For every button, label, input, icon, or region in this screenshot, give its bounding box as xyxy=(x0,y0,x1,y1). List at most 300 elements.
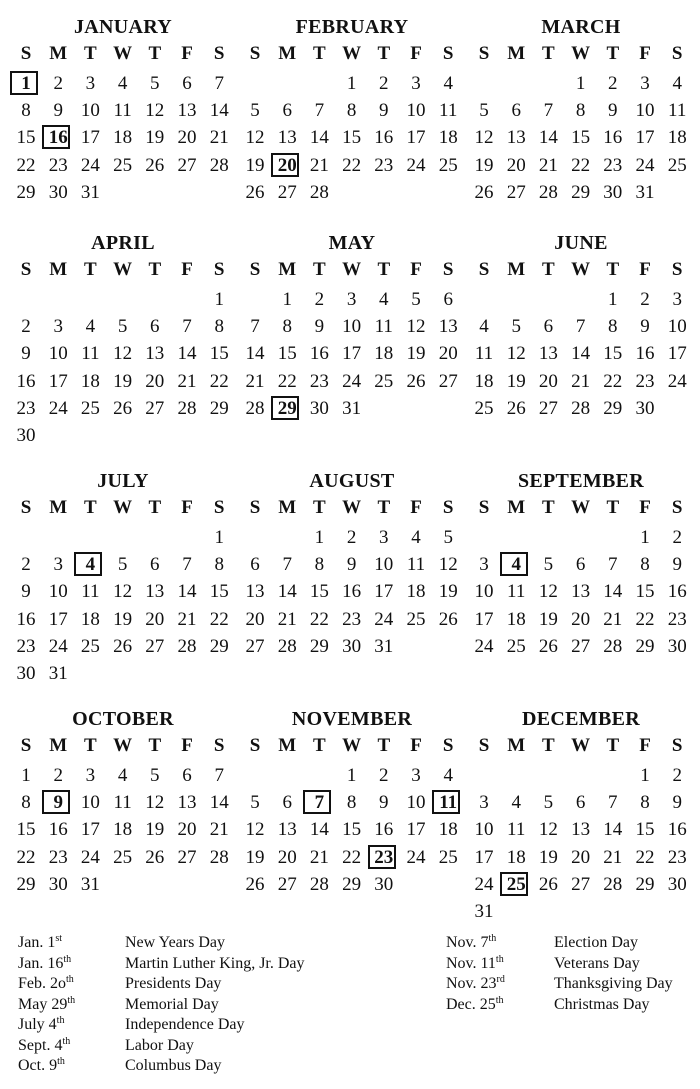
day-cell: 14 xyxy=(603,819,623,841)
month-september xyxy=(468,469,694,699)
day-cell: 16 xyxy=(635,343,655,365)
day-cell: 24 xyxy=(48,635,68,657)
day-cell: 9 xyxy=(346,554,357,576)
day-cell: 8 xyxy=(21,792,31,814)
weekday-header: S xyxy=(442,497,454,518)
weekday-header: S xyxy=(249,497,261,518)
month-title: JANUARY xyxy=(73,16,173,38)
holiday-name: Christmas Day xyxy=(554,995,650,1013)
day-cell: 15 xyxy=(277,343,297,365)
day-cell: 16 xyxy=(667,819,687,841)
holiday-date-text: Oct. 9 xyxy=(18,1057,58,1074)
holiday-date-ordinal: st xyxy=(55,933,62,944)
weekday-header: F xyxy=(639,259,651,280)
day-cell: 19 xyxy=(145,819,165,841)
holiday-name: Veterans Day xyxy=(554,954,640,972)
day-cell: 5 xyxy=(150,73,160,94)
month-title: MARCH xyxy=(541,16,621,38)
day-cell: 30 xyxy=(603,181,623,203)
holiday-day-cell: 16 xyxy=(42,126,74,150)
day-cell: 13 xyxy=(177,100,197,122)
weekday-header: F xyxy=(410,735,422,756)
day-cell: 20 xyxy=(245,608,265,630)
day-cell: 13 xyxy=(538,343,558,365)
day-cell: 23 xyxy=(667,608,687,630)
day-cell: 24 xyxy=(48,397,68,419)
day-cell: 21 xyxy=(309,846,329,868)
day-cell: 23 xyxy=(667,846,687,868)
day-cell: 1 xyxy=(346,765,357,786)
month-title: JUNE xyxy=(554,232,608,254)
day-cell: 20 xyxy=(145,608,165,630)
day-cell: 26 xyxy=(506,397,526,419)
weekday-header: T xyxy=(313,735,326,756)
weekday-header: F xyxy=(181,43,193,64)
day-cell: 8 xyxy=(214,316,224,338)
month-june xyxy=(468,231,694,461)
weekday-header: M xyxy=(278,43,297,64)
day-cell: 3 xyxy=(346,289,357,310)
holiday-day-cell: 20 xyxy=(271,154,303,178)
day-cell: 14 xyxy=(309,819,329,841)
day-cell: 20 xyxy=(571,608,591,630)
day-cell: 10 xyxy=(474,581,494,603)
day-cell: 21 xyxy=(571,370,591,392)
day-cell: 6 xyxy=(282,792,292,814)
holiday-day-cell: 1 xyxy=(10,72,42,96)
holiday-date-ordinal: th xyxy=(488,933,497,944)
day-cell: 19 xyxy=(538,608,558,630)
day-cell: 26 xyxy=(113,635,133,657)
day-cell: 16 xyxy=(374,127,394,149)
day-cell: 27 xyxy=(245,635,265,657)
day-cell: 19 xyxy=(506,370,526,392)
day-cell: 19 xyxy=(438,581,458,603)
month-title: AUGUST xyxy=(309,470,395,492)
day-cell: 7 xyxy=(250,316,260,338)
day-cell: 6 xyxy=(575,792,586,814)
day-cell: 5 xyxy=(411,289,421,310)
day-cell: 8 xyxy=(346,100,357,122)
weekday-header: S xyxy=(478,497,490,518)
day-cell: 10 xyxy=(80,100,100,122)
weekday-header: F xyxy=(181,259,193,280)
day-cell: 4 xyxy=(117,765,128,786)
day-cell: 5 xyxy=(543,792,554,814)
day-cell: 7 xyxy=(543,100,554,122)
day-cell: 13 xyxy=(571,819,591,841)
day-cell: 18 xyxy=(474,370,494,392)
day-cell: 28 xyxy=(309,181,329,203)
day-cell: 28 xyxy=(603,873,623,895)
holiday-date-ordinal: th xyxy=(57,1056,65,1067)
holiday-date xyxy=(18,1036,70,1057)
weekday-header: W xyxy=(113,43,133,64)
holiday-name: Presidents Day xyxy=(125,975,222,992)
holiday-legend-row xyxy=(446,974,700,994)
day-cell: 20 xyxy=(438,343,458,365)
weekday-header: W xyxy=(113,735,133,756)
day-cell: 8 xyxy=(575,100,586,122)
day-cell: 19 xyxy=(113,608,133,630)
day-cell: 19 xyxy=(145,127,165,149)
month-title: DECEMBER xyxy=(522,708,640,730)
day-cell: 29 xyxy=(209,397,229,419)
day-cell: 16 xyxy=(342,581,362,603)
day-cell: 27 xyxy=(277,873,297,895)
holiday-day-cell: 7 xyxy=(303,791,335,815)
weekday-header: W xyxy=(571,497,591,518)
day-cell: 20 xyxy=(177,127,197,149)
weekday-header: S xyxy=(213,259,225,280)
weekday-header: S xyxy=(442,735,454,756)
day-cell: 6 xyxy=(575,554,586,576)
month-title: NOVEMBER xyxy=(291,708,413,730)
day-cell: 2 xyxy=(640,289,650,310)
holiday-legend-row xyxy=(18,995,278,1015)
day-cell: 1 xyxy=(346,73,357,94)
day-cell: 17 xyxy=(80,127,100,149)
month-february xyxy=(239,15,465,245)
month-may xyxy=(239,231,465,461)
day-cell: 26 xyxy=(538,873,558,895)
day-cell: 3 xyxy=(640,73,650,94)
day-cell: 10 xyxy=(80,792,100,814)
day-cell: 5 xyxy=(117,316,128,338)
day-cell: 19 xyxy=(113,370,133,392)
day-cell: 6 xyxy=(182,73,192,94)
holiday-day-cell: 11 xyxy=(432,791,464,815)
day-cell: 27 xyxy=(506,181,526,203)
holiday-date-text: Dec. 25 xyxy=(446,995,496,1013)
weekday-header: S xyxy=(478,735,490,756)
day-cell: 15 xyxy=(635,581,655,603)
holiday-date-text: Jan. 1 xyxy=(18,934,56,951)
day-cell: 31 xyxy=(474,901,494,922)
weekday-header: M xyxy=(507,259,526,280)
holiday-day-cell: 29 xyxy=(271,397,303,421)
day-cell: 17 xyxy=(474,846,494,868)
day-cell: 7 xyxy=(314,100,325,122)
holiday-date-ordinal: th xyxy=(67,994,76,1006)
weekday-header: S xyxy=(478,259,490,280)
holiday-legend-row xyxy=(446,995,700,1015)
day-cell: 12 xyxy=(145,792,165,814)
day-cell: 17 xyxy=(48,370,68,392)
holiday-legend-row xyxy=(18,1036,278,1056)
holiday-date xyxy=(18,1056,65,1077)
day-cell: 27 xyxy=(571,873,591,895)
day-cell: 17 xyxy=(80,819,100,841)
day-cell: 25 xyxy=(474,397,494,419)
day-cell: 19 xyxy=(406,343,426,365)
day-cell: 8 xyxy=(608,316,618,338)
day-cell: 12 xyxy=(245,819,265,841)
day-cell: 21 xyxy=(209,819,229,841)
day-cell: 21 xyxy=(309,154,329,176)
day-cell: 17 xyxy=(342,343,362,365)
day-cell: 18 xyxy=(80,370,100,392)
month-august xyxy=(239,469,465,699)
day-cell: 16 xyxy=(667,581,687,603)
day-cell: 4 xyxy=(443,765,453,786)
day-cell: 12 xyxy=(438,554,458,576)
day-cell: 18 xyxy=(80,608,100,630)
day-cell: 25 xyxy=(438,154,458,176)
holiday-day-cell: 25 xyxy=(500,873,532,897)
holiday-name: New Years Day xyxy=(125,934,225,951)
day-cell: 28 xyxy=(209,846,229,868)
holiday-day-cell: 4 xyxy=(500,553,532,577)
day-cell: 10 xyxy=(48,581,68,603)
day-cell: 30 xyxy=(667,873,687,895)
holiday-date xyxy=(446,974,505,995)
day-cell: 27 xyxy=(277,181,297,203)
day-cell: 30 xyxy=(635,397,655,419)
day-cell: 31 xyxy=(635,181,655,203)
day-cell: 3 xyxy=(672,289,682,310)
day-cell: 4 xyxy=(117,73,128,94)
day-cell: 27 xyxy=(538,397,558,419)
day-cell: 25 xyxy=(80,397,100,419)
day-cell: 16 xyxy=(16,370,36,392)
holiday-date-ordinal: th xyxy=(63,953,72,965)
weekday-header: T xyxy=(542,43,555,64)
holiday-date-text: Nov. 11 xyxy=(446,954,496,972)
day-cell: 15 xyxy=(571,127,591,149)
weekday-header: W xyxy=(342,497,362,518)
day-cell: 3 xyxy=(411,73,421,94)
day-cell: 5 xyxy=(479,100,489,122)
day-cell: 9 xyxy=(640,316,650,338)
weekday-header: M xyxy=(49,259,68,280)
day-cell: 14 xyxy=(209,792,229,814)
day-cell: 27 xyxy=(145,635,165,657)
day-cell: 12 xyxy=(406,316,426,338)
weekday-header: F xyxy=(410,43,422,64)
weekday-header: S xyxy=(671,43,683,64)
day-cell: 13 xyxy=(277,127,297,149)
month-january xyxy=(10,15,236,245)
day-cell: 21 xyxy=(538,154,558,176)
day-cell: 21 xyxy=(277,608,297,630)
day-cell: 20 xyxy=(177,819,197,841)
day-cell: 12 xyxy=(113,343,133,365)
day-cell: 16 xyxy=(309,343,329,365)
day-cell: 21 xyxy=(245,370,265,392)
day-cell: 19 xyxy=(245,154,265,176)
day-cell: 31 xyxy=(80,873,100,895)
day-cell: 20 xyxy=(506,154,526,176)
holiday-date xyxy=(446,933,496,954)
holiday-date xyxy=(18,995,75,1016)
day-cell: 21 xyxy=(603,846,623,868)
day-cell: 18 xyxy=(113,819,133,841)
weekday-header: S xyxy=(20,735,32,756)
holiday-date xyxy=(18,1015,64,1036)
weekday-header: W xyxy=(342,43,362,64)
weekday-header: T xyxy=(148,735,162,756)
holiday-legend-row xyxy=(446,933,700,953)
day-cell: 31 xyxy=(48,663,68,684)
day-cell: 14 xyxy=(571,343,591,365)
day-cell: 15 xyxy=(209,581,229,603)
day-cell: 9 xyxy=(608,100,618,122)
day-cell: 19 xyxy=(245,846,265,868)
day-cell: 16 xyxy=(48,819,68,841)
day-cell: 1 xyxy=(214,527,224,548)
day-cell: 4 xyxy=(511,792,521,814)
weekday-header: T xyxy=(313,43,326,64)
day-cell: 18 xyxy=(506,846,526,868)
day-cell: 15 xyxy=(635,819,655,841)
weekday-header: S xyxy=(249,735,261,756)
day-cell: 31 xyxy=(342,397,362,419)
day-cell: 18 xyxy=(113,127,133,149)
day-cell: 27 xyxy=(438,370,458,392)
day-cell: 12 xyxy=(113,581,133,603)
day-cell: 30 xyxy=(16,425,36,446)
day-cell: 13 xyxy=(438,316,458,338)
day-cell: 25 xyxy=(80,635,100,657)
day-cell: 22 xyxy=(342,154,362,176)
day-cell: 17 xyxy=(406,127,426,149)
weekday-header: T xyxy=(377,259,391,280)
day-cell: 22 xyxy=(635,846,655,868)
holiday-date-text: Jan. 16 xyxy=(18,954,64,972)
holiday-date-ordinal: rd xyxy=(496,974,505,985)
weekday-header: M xyxy=(507,735,526,756)
day-cell: 11 xyxy=(406,554,426,576)
day-cell: 27 xyxy=(145,397,165,419)
day-cell: 25 xyxy=(113,846,133,868)
weekday-header: F xyxy=(639,497,651,518)
weekday-header: T xyxy=(377,497,391,518)
holiday-date-text: May 29 xyxy=(18,995,68,1013)
weekday-header: M xyxy=(49,43,68,64)
holiday-legend xyxy=(0,930,700,1089)
day-cell: 14 xyxy=(277,581,297,603)
day-cell: 9 xyxy=(672,554,682,576)
day-cell: 24 xyxy=(406,846,426,868)
day-cell: 15 xyxy=(209,343,229,365)
day-cell: 19 xyxy=(538,846,558,868)
day-cell: 9 xyxy=(379,100,389,122)
holiday-date-text: Nov. 23 xyxy=(446,975,497,992)
day-cell: 29 xyxy=(309,635,329,657)
day-cell: 25 xyxy=(374,370,394,392)
holiday-date xyxy=(446,954,504,975)
day-cell: 11 xyxy=(81,343,100,365)
day-cell: 18 xyxy=(438,127,458,149)
day-cell: 18 xyxy=(438,819,458,841)
day-cell: 15 xyxy=(342,127,362,149)
weekday-header: F xyxy=(181,497,193,518)
day-cell: 13 xyxy=(145,581,165,603)
day-cell: 12 xyxy=(538,581,558,603)
weekday-header: T xyxy=(542,735,555,756)
day-cell: 4 xyxy=(379,289,389,310)
day-cell: 11 xyxy=(507,819,526,841)
day-cell: 31 xyxy=(80,181,100,203)
day-cell: 9 xyxy=(21,343,31,365)
weekday-header: T xyxy=(84,735,97,756)
day-cell: 4 xyxy=(443,73,453,94)
day-cell: 17 xyxy=(406,819,426,841)
holiday-date xyxy=(18,954,71,975)
day-cell: 11 xyxy=(81,581,100,603)
day-cell: 15 xyxy=(16,819,36,841)
day-cell: 23 xyxy=(48,846,68,868)
day-cell: 26 xyxy=(538,635,558,657)
day-cell: 6 xyxy=(250,554,260,576)
day-cell: 8 xyxy=(640,792,650,814)
weekday-header: W xyxy=(571,259,591,280)
day-cell: 1 xyxy=(314,527,325,548)
weekday-header: F xyxy=(410,497,422,518)
day-cell: 7 xyxy=(214,765,224,786)
weekday-header: S xyxy=(671,259,683,280)
weekday-header: W xyxy=(342,735,362,756)
month-title: MAY xyxy=(328,232,376,254)
holiday-legend-row xyxy=(446,954,700,974)
weekday-header: T xyxy=(84,43,97,64)
day-cell: 7 xyxy=(608,792,618,814)
day-cell: 26 xyxy=(113,397,133,419)
weekday-header: T xyxy=(606,735,620,756)
weekday-header: T xyxy=(84,497,97,518)
weekday-header: T xyxy=(148,497,162,518)
day-cell: 20 xyxy=(538,370,558,392)
day-cell: 9 xyxy=(379,792,389,814)
day-cell: 12 xyxy=(538,819,558,841)
day-cell: 14 xyxy=(245,343,265,365)
day-cell: 28 xyxy=(603,635,623,657)
holiday-legend-row xyxy=(18,933,278,953)
day-cell: 15 xyxy=(342,819,362,841)
day-cell: 20 xyxy=(145,370,165,392)
day-cell: 5 xyxy=(150,765,160,786)
weekday-header: S xyxy=(249,43,261,64)
day-cell: 5 xyxy=(511,316,521,338)
day-cell: 8 xyxy=(640,554,650,576)
day-cell: 16 xyxy=(603,127,623,149)
day-cell: 19 xyxy=(474,154,494,176)
day-cell: 28 xyxy=(177,397,197,419)
day-cell: 20 xyxy=(277,846,297,868)
day-cell: 3 xyxy=(411,765,421,786)
day-cell: 2 xyxy=(608,73,618,94)
weekday-header: T xyxy=(606,259,620,280)
day-cell: 22 xyxy=(209,608,229,630)
holiday-date-ordinal: th xyxy=(66,974,74,985)
day-cell: 27 xyxy=(571,635,591,657)
day-cell: 25 xyxy=(406,608,426,630)
day-cell: 14 xyxy=(209,100,229,122)
day-cell: 23 xyxy=(16,635,36,657)
day-cell: 22 xyxy=(309,608,329,630)
holiday-legend-row xyxy=(18,1056,278,1076)
day-cell: 28 xyxy=(245,397,265,419)
day-cell: 13 xyxy=(571,581,591,603)
weekday-header: F xyxy=(181,735,193,756)
holiday-day-cell: 4 xyxy=(74,553,106,577)
day-cell: 2 xyxy=(21,554,31,576)
holiday-date-text: July 4 xyxy=(18,1016,57,1033)
day-cell: 26 xyxy=(406,370,426,392)
day-cell: 7 xyxy=(182,316,192,338)
month-title: APRIL xyxy=(91,232,155,254)
